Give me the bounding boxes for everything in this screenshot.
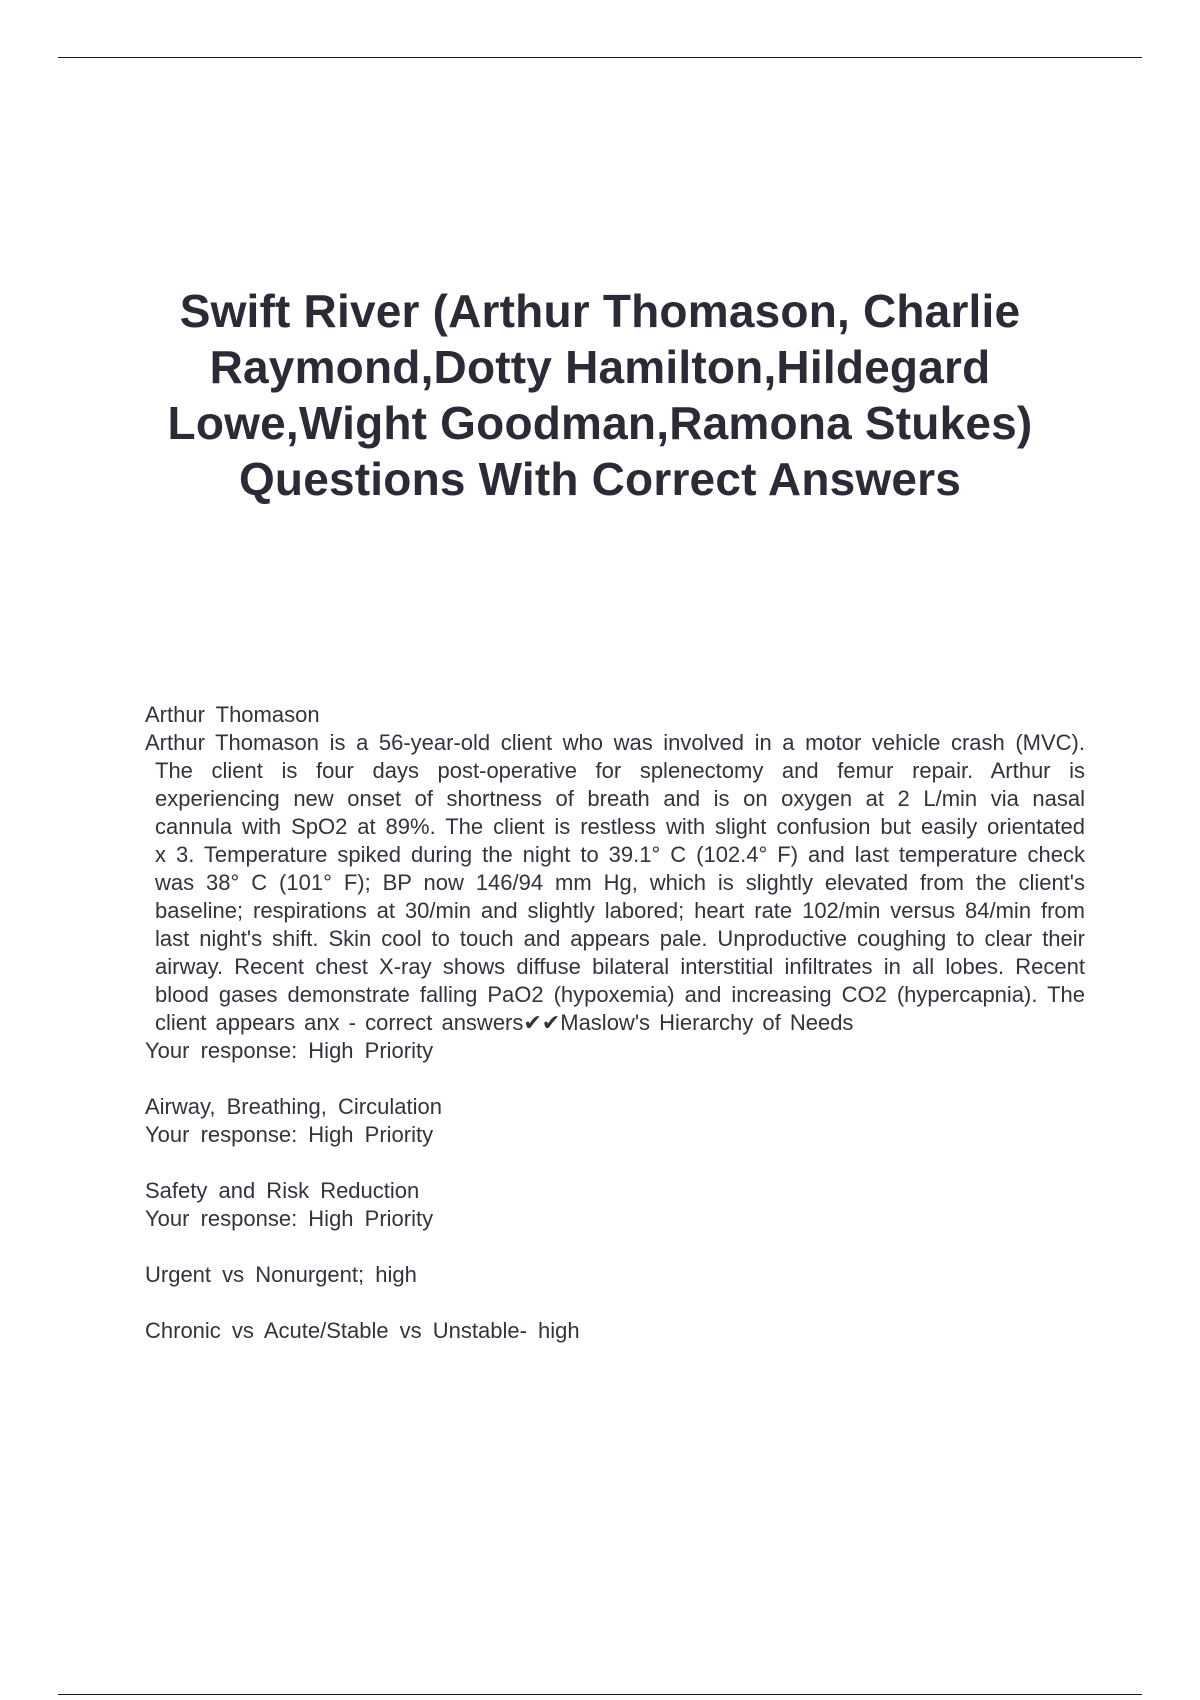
case-heading: Arthur Thomason [145,702,320,727]
item-response: Your response: High Priority [145,1122,434,1147]
top-rule [58,57,1142,58]
note: Chronic vs Acute/Stable vs Unstable- high [145,1318,580,1343]
item-label: Safety and Risk Reduction [145,1178,420,1203]
item-response: Your response: High Priority [145,1206,434,1231]
spacer [145,1289,1085,1317]
case-response: Your response: High Priority [145,1038,434,1063]
spacer [145,1149,1085,1177]
item-label: Airway, Breathing, Circulation [145,1094,442,1119]
bottom-rule [58,1694,1142,1695]
case-description: Arthur Thomason is a 56-year-old client who was involved in a motor vehicle crash (MVC). The client is four days post-operative for splenectomy and femur repair. Arthur is experiencing new onset of shortness of breath and is on oxygen at 2 L/min via nasal cannula with SpO2 at 89%. The client is restless with slight confusion but easily orientated x 3. Temperature spiked during the night to 39.1° C (102.4° F) and last temperature check was 38° C (101° F); BP now 146/94 mm Hg, which is slightly elevated from the client's baseline; respirations at 30/min and slightly labored; heart rate 102/min versus 84/min from last night's shift. Skin cool to touch and appears pale. Unproductive coughing to clear their airway. Recent chest X-ray shows diffuse bilateral interstitial infiltrates in all lobes. Recent blood gases demonstrate falling PaO2 (hypoxemia) and increasing CO2 (hypercapnia). The client appears anx - correct answers✔✔Maslow's Hierarchy of Needs [145,730,1085,1035]
document-content [145,701,1085,1345]
spacer [145,1233,1085,1261]
spacer [145,1065,1085,1093]
note: Urgent vs Nonurgent; high [145,1262,417,1287]
page-title: Swift River (Arthur Thomason, Charlie Raymond,Dotty Hamilton,Hildegard Lowe,Wight Goodman,Ramona Stukes) Questions With Correct Answers [167,285,1033,505]
